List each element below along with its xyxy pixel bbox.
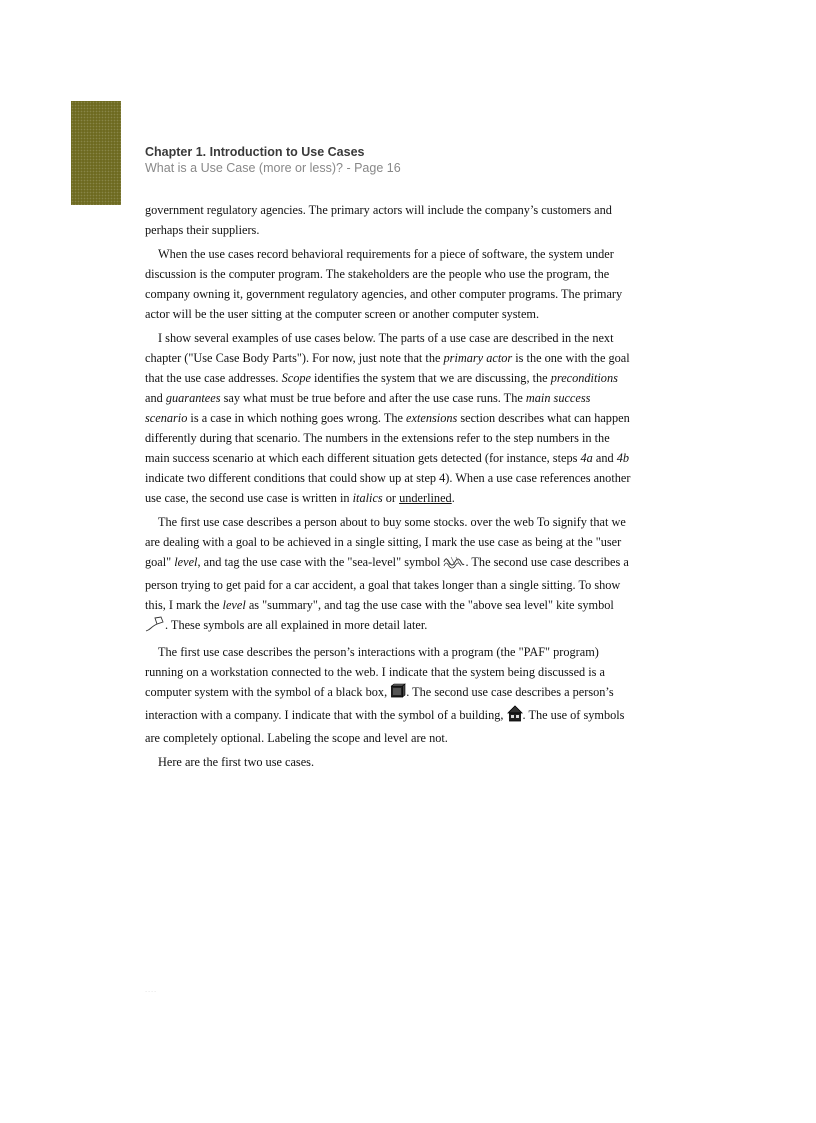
text-span: section describes what can happen [457,411,630,425]
text-line: perhaps their suppliers. [145,223,260,237]
text-span: goal" [145,555,175,569]
text-line: discussion is the computer program. The stakeholders are the people who use the program, the [145,267,610,281]
footer-mark: ˙˙˙˙ [145,990,157,1000]
text-span: is a case in which nothing goes wrong. The [187,411,407,425]
text-span: use case, the second use case is written in [145,491,353,505]
text-line [145,595,675,615]
text-span: . The second use case describes a person’s [406,685,614,699]
text-line [145,682,675,705]
text-line: running on a workstation connected to the web. I indicate that the system being discussed is a [145,665,605,679]
paragraph-3 [145,328,675,508]
text-span: . The second use case describes a [465,555,629,569]
italic-term: main success [525,391,591,405]
text-line: differently during that scenario. The numbers in the extensions refer to the step numbers in the [145,431,610,445]
body-text [145,200,675,776]
text-span: and [145,391,166,405]
text-span: or [382,491,400,505]
page-header [145,144,401,176]
paragraph-1 [145,200,675,240]
italic-term: Scope [281,371,311,385]
text-line: When the use cases record behavioral requirements for a piece of software, the system under [158,247,614,261]
text-span: computer system with the symbol of a black box, [145,685,391,699]
text-span: say what must be true before and after the use case runs. The [220,391,526,405]
text-line: company owning it, government regulatory agencies, and other computer programs. The primary [145,287,623,301]
black-box-icon [390,683,406,705]
text-line [145,488,675,508]
chapter-title: Chapter 1. Introduction to Use Cases [145,145,365,159]
text-line: government regulatory agencies. The primary actors will include the company’s customers and [145,203,612,217]
section-page-line: What is a Use Case (more or less)? - Page 16 [145,161,401,175]
text-span: . [451,491,455,505]
text-line [145,552,675,575]
text-line [145,615,675,638]
text-line [145,448,675,468]
text-line: indicate two different conditions that could show up at step 4). When a use case references another [145,471,631,485]
text-span: . The use of symbols [522,708,625,722]
building-icon [507,705,523,728]
italic-term: 4a [580,451,593,465]
text-span: as "summary", and tag the use case with the "above sea level" kite symbol [245,598,614,612]
text-line [145,348,675,368]
text-line: are completely optional. Labeling the scope and level are not. [145,731,448,745]
italic-term: extensions [406,411,458,425]
text-line [145,705,675,728]
text-span: this, I mark the [145,598,223,612]
text-line [145,388,675,408]
paragraph-2 [145,244,675,324]
text-line: The first use case describes a person about to buy some stocks. over the web To signify that we [158,515,626,529]
text-span: chapter ("Use Case Body Parts"). For now, just note that the [145,351,444,365]
italic-term: scenario [145,411,188,425]
text-line: I show several examples of use cases below. The parts of a use case are described in the next [158,331,614,345]
text-span: is the one with the goal [512,351,630,365]
text-line [145,368,675,388]
sea-level-waves-icon [443,555,465,575]
text-line [145,408,675,428]
italic-term: level [222,598,246,612]
italic-term: primary actor [443,351,513,365]
underlined-term: underlined [399,491,452,505]
text-span: interaction with a company. I indicate that with the symbol of a building, [145,708,507,722]
chapter-side-bar [71,101,121,205]
text-line: are dealing with a goal to be achieved in a single sitting, I mark the use case as being at the "user [145,535,622,549]
kite-icon [145,616,165,638]
paragraph-4 [145,512,675,638]
text-span: identifies the system that we are discussing, the [310,371,551,385]
text-span: and [592,451,617,465]
text-line: actor will be the user sitting at the computer screen or another computer system. [145,307,540,321]
text-line: The first use case describes the person’s interactions with a program (the "PAF" program) [158,645,599,659]
text-span: main success scenario at which each different situation gets detected (for instance, steps [145,451,581,465]
italic-term: guarantees [165,391,221,405]
paragraph-5 [145,642,675,748]
italic-term: 4b [616,451,629,465]
text-line: Here are the first two use cases. [158,755,315,769]
italic-term: italics [352,491,383,505]
paragraph-6 [145,752,675,772]
italic-term: preconditions [550,371,618,385]
text-span: that the use case addresses. [145,371,282,385]
italic-term: level [174,555,198,569]
text-span: , and tag the use case with the "sea-level" symbol [197,555,444,569]
text-line: person trying to get paid for a car accident, a goal that takes longer than a single sitting. To show [145,578,621,592]
text-span: . These symbols are all explained in more detail later. [165,618,428,632]
